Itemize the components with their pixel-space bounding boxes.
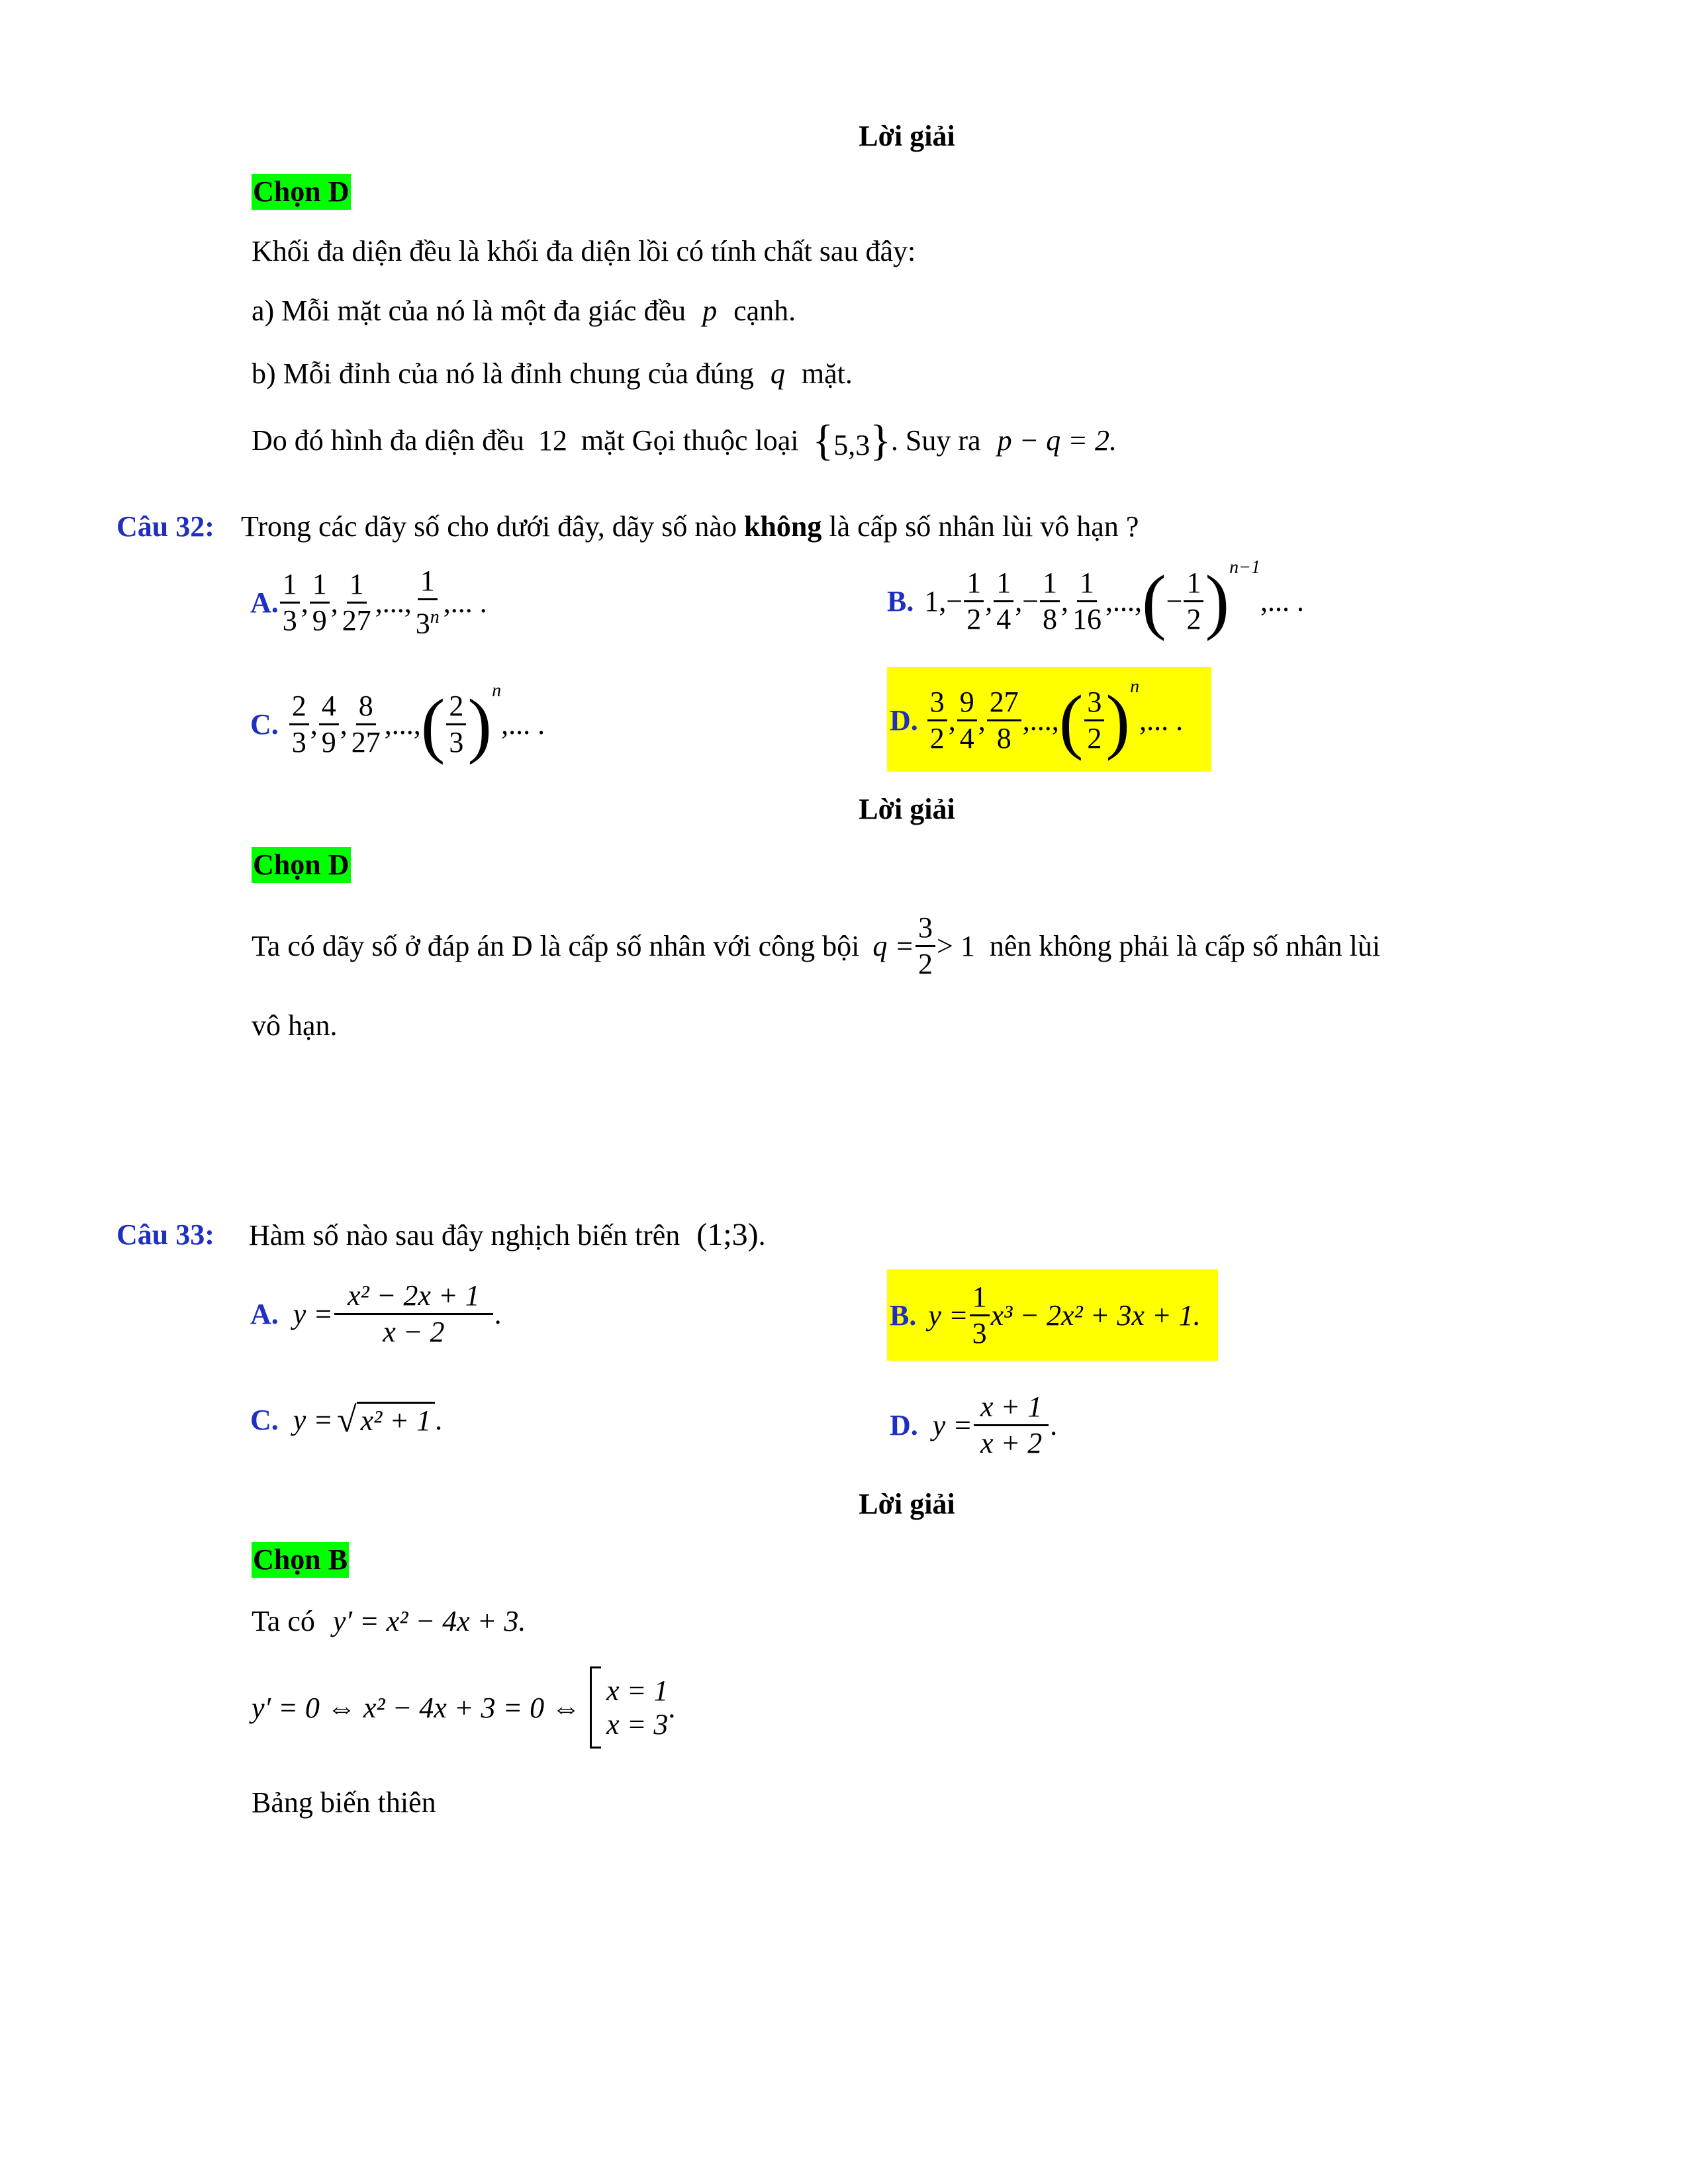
denominator: 2 [1087,722,1102,754]
frac [289,689,309,760]
frac [334,1279,493,1349]
exponent: n−1 [1229,557,1261,578]
frac [280,567,300,638]
tail: ,... . [501,708,545,741]
numerator: 9 [957,685,977,721]
minus: − [1166,584,1183,617]
q33-option-b[interactable] [890,1272,1201,1358]
q32-option-a[interactable] [250,559,487,645]
property-b-text: b) Mỗi đỉnh của nó là đỉnh chung của đúng [252,357,754,390]
question-33-text [249,1215,766,1255]
property-a-end: cạnh. [733,295,796,327]
answer-choice-badge: Chọn D [252,174,351,210]
tail: ,... . [1139,704,1184,737]
q33-option-d[interactable] [890,1382,1057,1468]
period: . [668,1691,676,1724]
property-a-text: a) Mỗi mặt của nó là một đa giác đều [252,295,686,327]
denominator: 3 [972,1316,987,1349]
minus: − [1022,584,1039,617]
frac [349,689,383,760]
frac [994,566,1013,637]
option-d-label: D. [890,704,918,737]
option-c-label: C. [250,1403,279,1436]
ellipsis: ,..., [1105,584,1143,617]
schlafli-values: 5,3 [833,429,870,462]
property-b [252,354,853,394]
option-a-label: A. [250,586,279,619]
period: . [494,1297,502,1330]
ratio-frac [915,911,935,981]
solution-title: Lời giải [859,793,955,825]
y-equals: y = [293,1297,334,1330]
exponent: n [492,680,502,701]
denominator: 9 [321,726,336,758]
base: 3 [415,607,430,640]
comma: , [978,704,986,737]
numerator: 1 [994,566,1013,602]
denominator: 3 [282,604,297,637]
conclusion-expr: p − q = 2. [997,424,1117,457]
solution-title: Lời giải [859,1488,955,1520]
comma: , [985,584,993,617]
q33-interval: (1;3) [696,1217,759,1252]
frac [446,689,466,760]
ratio-q: q = [872,929,915,962]
root-1: x = 1 [606,1674,669,1707]
q33-text: Hàm số nào sau đây nghịch biến trên [249,1219,680,1251]
numerator: 4 [319,689,339,725]
frac [413,564,442,641]
denominator: 8 [1043,602,1058,635]
numerator: 1 [970,1280,990,1316]
frac [964,566,984,637]
numerator: 1 [964,566,984,602]
numerator: 8 [356,689,376,725]
schlafli-symbol: {5,3} [812,416,891,465]
denominator: 2 [918,947,933,980]
solution-title: Lời giải [859,120,955,152]
option-c-label: C. [250,708,279,741]
conclusion-text: Do đó hình đa diện đều [252,424,524,457]
paren-open: ( [1058,680,1084,761]
numerator: 1 [347,567,367,604]
solution-2-line2: vô hạn. [252,1009,338,1042]
frac [1184,566,1203,637]
critical-expr: y′ = 0 ⇔ x² − 4x + 3 = 0 ⇔ [252,1691,581,1724]
denominator: 2 [1186,602,1201,635]
ellipsis: ,..., [384,708,421,741]
option-b-label: B. [887,584,914,617]
denominator: 4 [959,722,974,754]
numerator: 1 [310,567,330,604]
tail: ,... . [1260,584,1305,617]
radicand: x² + 1 [357,1402,435,1437]
denominator: 2 [966,602,982,635]
derivative-pre: Ta có [252,1605,315,1637]
question-32-text [241,507,1139,547]
denominator: x − 2 [383,1315,445,1348]
numerator: 2 [289,689,309,725]
q32-text-pre: Trong các dãy số cho dưới đây, dãy số nào [241,510,737,543]
solution-2-text-post: nên không phải là cấp số nhân lùi [989,929,1381,962]
frac [1084,685,1104,756]
exponent: n [1130,676,1140,697]
conclusion-mid: mặt Gọi thuộc loại [581,424,799,457]
tail: ,... . [443,586,487,619]
numerator: 1 [1184,566,1203,602]
q32-text-post: là cấp số nhân lùi vô hạn ? [829,510,1139,543]
numerator: 1 [1077,566,1097,602]
q32-option-b[interactable] [887,555,1304,647]
exponent: n [430,606,440,627]
frac [970,1280,990,1351]
expression-rest: x³ − 2x² + 3x + 1. [990,1298,1201,1332]
comma: , [310,708,318,741]
frac [1070,566,1104,637]
numerator: 3 [1084,685,1104,721]
critical-points-line [252,1661,675,1754]
q33-period: . [758,1219,766,1251]
question-33-label: Câu 33: [117,1218,214,1251]
conclusion-suy: . Suy ra [890,424,981,457]
numerator: 3 [927,685,947,721]
y-equals: y = [293,1403,334,1436]
ellipsis: ,..., [375,586,412,619]
period: . [1050,1408,1058,1441]
numerator: 1 [280,567,300,604]
option-d-label: D. [890,1408,918,1441]
frac [319,689,339,760]
answer-choice-badge: Chọn D [252,847,351,883]
denominator [413,600,442,641]
q32-option-d[interactable] [890,672,1183,768]
denominator: 27 [342,604,371,637]
numerator: 3 [915,911,935,947]
paren-close: ) [467,684,492,765]
solution-system [606,1674,668,1741]
denominator: 3 [449,726,464,758]
first-term: 1, [924,584,947,617]
q33-option-a[interactable] [250,1271,502,1357]
numerator: 27 [987,685,1021,721]
frac [340,567,374,638]
solution-intro: Khối đa diện đều là khối đa diện lồi có tính chất sau đây: [252,235,916,267]
frac [310,567,330,638]
denominator: 2 [929,722,945,754]
denominator: 27 [351,726,381,758]
numerator: 1 [1040,566,1060,602]
comma: , [340,708,348,741]
face-count: 12 [538,424,567,457]
denominator: 3 [291,726,306,758]
answer-choice-badge: Chọn B [252,1542,349,1578]
numerator: 2 [446,689,466,725]
conclusion-line [252,416,1117,465]
variable-p: p [702,295,718,327]
denominator: 8 [996,722,1011,754]
property-a [252,291,796,331]
solution-2-text-pre: Ta có dãy số ở đáp án D là cấp số nhân với công bội [252,929,860,962]
paren-close: ) [1105,680,1131,761]
paren-close: ) [1205,561,1230,641]
q32-option-c[interactable] [250,676,545,772]
paren-open: ( [420,684,445,765]
comma: , [948,704,956,737]
derivative-expr: y′ = x² − 4x + 3. [332,1605,526,1637]
comma: , [1061,584,1069,617]
ratio-compare: > 1 [937,929,975,962]
option-b-label: B. [890,1298,917,1332]
comma: , [1015,584,1023,617]
denominator: x + 2 [980,1426,1043,1459]
system-bracket [590,1666,601,1749]
numerator: x + 1 [974,1390,1049,1426]
frac [957,685,977,756]
period: . [435,1403,443,1436]
numerator: x² − 2x + 1 [334,1279,493,1315]
comma: , [301,586,308,619]
root-2: x = 3 [606,1708,669,1741]
frac [927,685,947,756]
frac [1040,566,1060,637]
derivative-line [252,1602,526,1641]
comma: , [330,586,338,619]
denominator: 4 [996,602,1011,635]
numerator: 1 [418,564,438,600]
ellipsis: ,..., [1022,704,1059,737]
frac [974,1390,1049,1461]
sqrt-icon: √ [337,1400,357,1439]
solution-2-text [252,903,1380,988]
denominator: 16 [1072,602,1102,635]
paren-open: ( [1142,561,1166,641]
q32-text-bold: không [743,510,822,543]
q33-option-c[interactable] [250,1383,442,1456]
y-equals: y = [932,1408,973,1441]
variable-q: q [770,357,785,390]
question-32-label: Câu 32: [117,510,214,543]
y-equals: y = [928,1298,968,1332]
variation-table-label: Bảng biến thiên [252,1786,436,1819]
minus: − [946,584,963,617]
option-a-label: A. [250,1297,279,1330]
frac [987,685,1021,756]
denominator: 9 [312,604,327,637]
property-b-end: mặt. [801,357,853,390]
